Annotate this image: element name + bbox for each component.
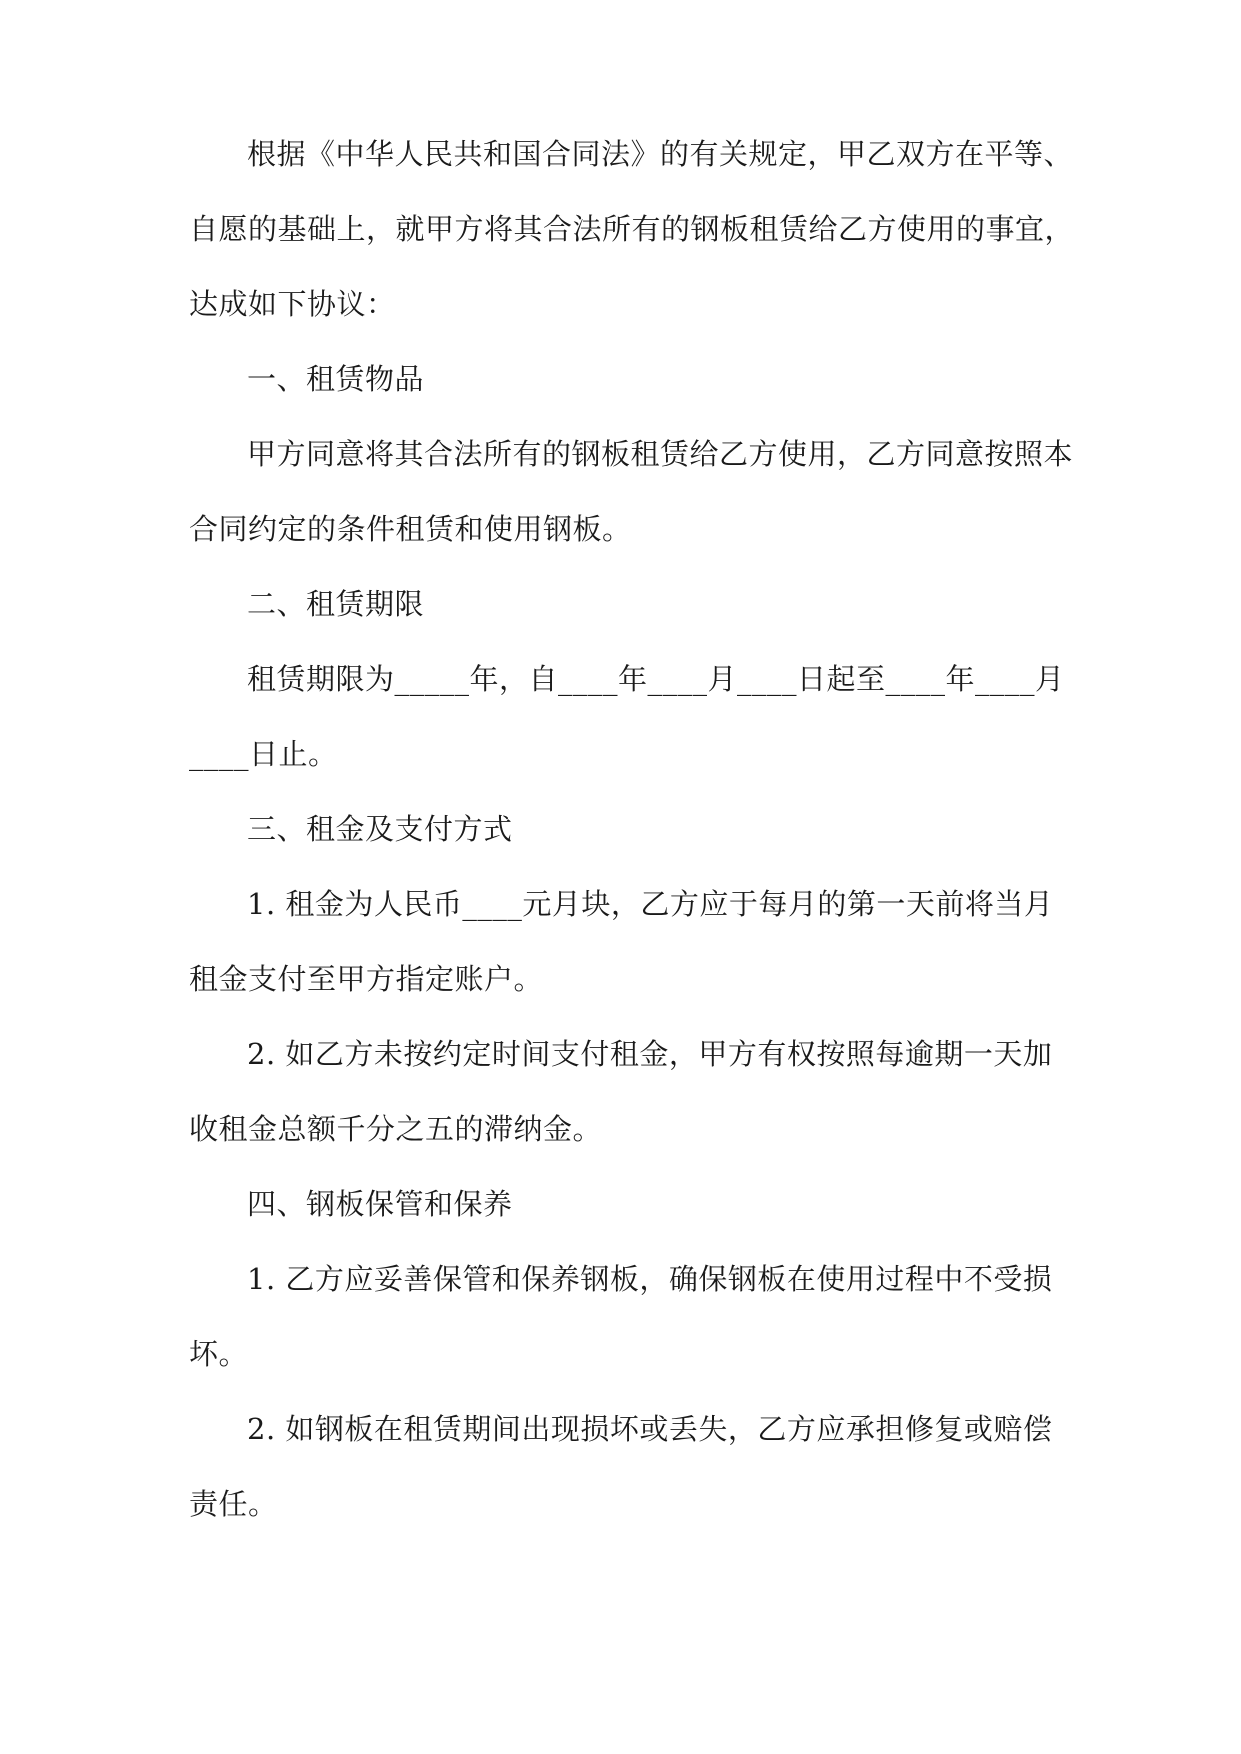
section-4-item-1-line-2: 坏。	[189, 1337, 249, 1371]
section-2-line-2: ____日止。	[189, 737, 338, 771]
section-heading-4: 四、钢板保管和保养	[247, 1187, 513, 1221]
section-4-item-2-line-1: 2. 如钢板在租赁期间出现损坏或丢失，乙方应承担修复或赔偿	[247, 1412, 1053, 1446]
section-3-item-1-line-2: 租金支付至甲方指定账户。	[189, 962, 544, 996]
section-heading-1: 一、租赁物品	[247, 362, 425, 396]
section-1-line-1: 甲方同意将其合法所有的钢板租赁给乙方使用，乙方同意按照本	[247, 437, 1074, 471]
section-4-item-2-line-2: 责任。	[189, 1487, 278, 1521]
section-3-item-2-line-1: 2. 如乙方未按约定时间支付租金，甲方有权按照每逾期一天加	[247, 1037, 1053, 1071]
section-3-item-2-line-2: 收租金总额千分之五的滞纳金。	[189, 1112, 603, 1146]
section-heading-2: 二、租赁期限	[247, 587, 425, 621]
section-3-item-1-line-1: 1. 租金为人民币____元月块，乙方应于每月的第一天前将当月	[247, 887, 1054, 921]
paragraph-intro-line-2: 自愿的基础上，就甲方将其合法所有的钢板租赁给乙方使用的事宜，	[189, 212, 1075, 246]
section-1-line-2: 合同约定的条件租赁和使用钢板。	[189, 512, 632, 546]
section-heading-3: 三、租金及支付方式	[247, 812, 513, 846]
paragraph-intro-line-3: 达成如下协议：	[189, 287, 396, 321]
section-2-line-1: 租赁期限为_____年，自____年____月____日起至____年____月	[247, 662, 1065, 696]
paragraph-intro-line-1: 根据《中华人民共和国合同法》的有关规定，甲乙双方在平等、	[247, 137, 1074, 171]
section-4-item-1-line-1: 1. 乙方应妥善保管和保养钢板，确保钢板在使用过程中不受损	[247, 1262, 1053, 1296]
